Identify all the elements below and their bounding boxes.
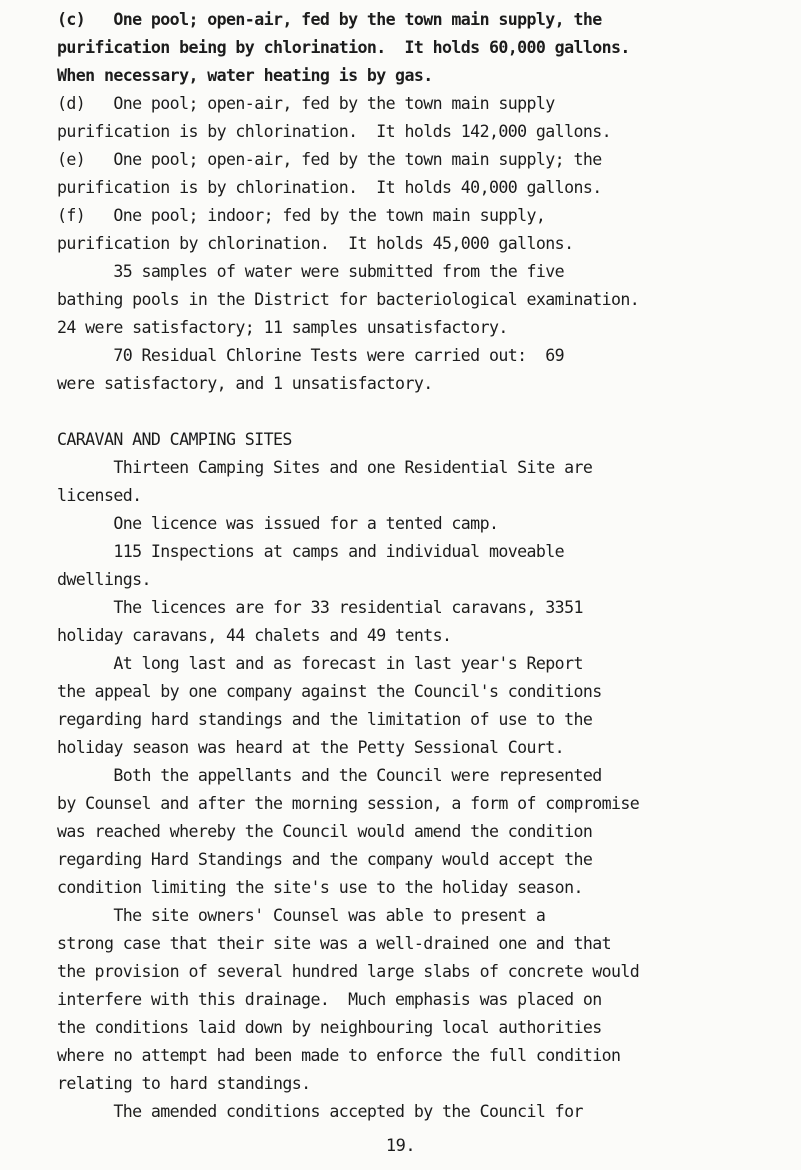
text-line: regarding hard standings and the limitation of use to the	[57, 710, 593, 729]
text-line: the conditions laid down by neighbouring local authorities	[57, 1018, 602, 1037]
text-line: holiday season was heard at the Petty Sessional Court.	[57, 738, 565, 757]
text-line: holiday caravans, 44 chalets and 49 tents.	[57, 626, 452, 645]
text-line: purification is by chlorination. It holds 40,000 gallons.	[57, 178, 602, 197]
text-line: (d) One pool; open-air, fed by the town main supply	[57, 94, 555, 113]
text-line: (c) One pool; open-air, fed by the town main supply, the	[57, 10, 602, 29]
text-line: The amended conditions accepted by the Council for	[57, 1102, 583, 1121]
text-line: bathing pools in the District for bacteriological examination.	[57, 290, 640, 309]
text-line: (f) One pool; indoor; fed by the town main supply,	[57, 206, 546, 225]
text-line: were satisfactory, and 1 unsatisfactory.	[57, 374, 433, 393]
document-body	[57, 6, 757, 1126]
text-line: 35 samples of water were submitted from the five	[57, 262, 565, 281]
text-line: One licence was issued for a tented camp.	[57, 514, 499, 533]
text-line: by Counsel and after the morning session, a form of compromise	[57, 794, 640, 813]
text-line: the provision of several hundred large slabs of concrete would	[57, 962, 640, 981]
text-line: regarding Hard Standings and the company would accept the	[57, 850, 593, 869]
text-line: At long last and as forecast in last year's Report	[57, 654, 583, 673]
text-line: When necessary, water heating is by gas.	[57, 66, 433, 85]
text-line: 115 Inspections at camps and individual moveable	[57, 542, 565, 561]
text-line: Thirteen Camping Sites and one Residential Site are	[57, 458, 593, 477]
text-line: interfere with this drainage. Much emphasis was placed on	[57, 990, 602, 1009]
text-line: CARAVAN AND CAMPING SITES	[57, 430, 292, 449]
text-line: (e) One pool; open-air, fed by the town main supply; the	[57, 150, 602, 169]
blank-line	[57, 398, 757, 426]
text-line: relating to hard standings.	[57, 1074, 311, 1093]
text-line: condition limiting the site's use to the holiday season.	[57, 878, 583, 897]
text-line: licensed.	[57, 486, 142, 505]
page-number: 19.	[385, 1136, 416, 1156]
text-line: 70 Residual Chlorine Tests were carried out: 69	[57, 346, 565, 365]
text-line: The licences are for 33 residential caravans, 3351	[57, 598, 583, 617]
text-line: purification being by chlorination. It holds 60,000 gallons.	[57, 38, 630, 57]
text-line: Both the appellants and the Council were represented	[57, 766, 602, 785]
text-line: was reached whereby the Council would amend the condition	[57, 822, 593, 841]
text-line: where no attempt had been made to enforce the full condition	[57, 1046, 621, 1065]
text-line: strong case that their site was a well-drained one and that	[57, 934, 612, 953]
text-line: purification by chlorination. It holds 45,000 gallons.	[57, 234, 574, 253]
text-line: The site owners' Counsel was able to present a	[57, 906, 546, 925]
text-line: 24 were satisfactory; 11 samples unsatisfactory.	[57, 318, 508, 337]
text-line: purification is by chlorination. It holds 142,000 gallons.	[57, 122, 612, 141]
text-line: dwellings.	[57, 570, 151, 589]
text-line: the appeal by one company against the Council's conditions	[57, 682, 602, 701]
